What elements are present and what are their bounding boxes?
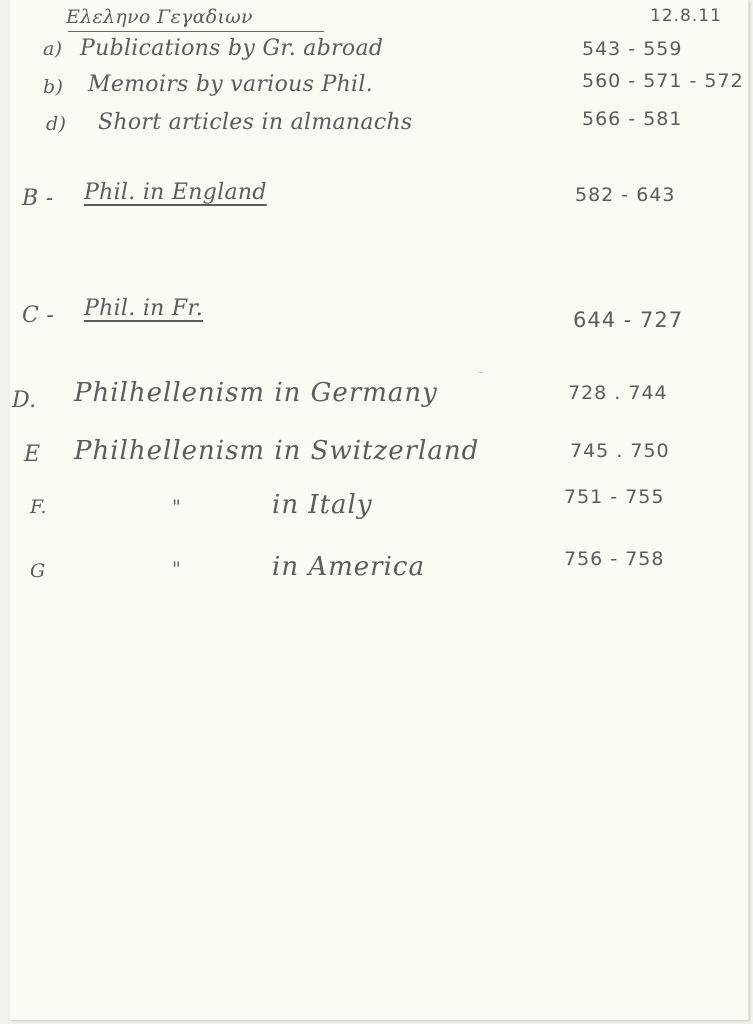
section-g-text: in America [272,552,425,582]
section-f-marker: F. [30,496,47,518]
section-e-pages: 745 . 750 [570,440,670,462]
section-f-text: in Italy [272,490,373,520]
section-f-pages: 751 - 755 [564,486,665,508]
section-d-pages: 728 . 744 [568,382,668,404]
handwritten-page [10,0,749,1020]
entry-b-text: Memoirs by various Phil. [88,72,374,97]
section-d-marker: D. [12,388,37,413]
entry-d-marker: d) [46,113,67,135]
section-f-ditto-mark: " [172,496,182,518]
page-date: 12.8.11 [650,6,722,26]
entry-b-pages: 560 - 571 - 572 [582,70,744,92]
section-b-marker: B - [22,186,54,211]
section-g-marker: G [30,560,46,582]
pencil-tick [478,372,483,373]
section-g-ditto-mark: " [172,558,182,580]
title-underline [68,31,324,32]
entry-d-pages: 566 - 581 [582,108,683,130]
entry-a-pages: 543 - 559 [582,38,683,60]
section-g-pages: 756 - 758 [564,548,665,570]
section-e-marker: E [24,442,41,467]
entry-a-marker: a) [43,38,63,60]
section-d-text: Philhellenism in Germany [74,378,438,408]
section-b-pages: 582 - 643 [575,184,676,206]
entry-a-text: Publications by Gr. abroad [80,36,384,61]
section-c-marker: C - [22,303,55,328]
section-c-text: Phil. in Fr. [84,296,204,321]
section-e-text: Philhellenism in Switzerland [74,436,480,466]
entry-d-text: Short articles in almanachs [98,110,413,135]
page-title: Ελεληνο Γεγαδιων [66,6,253,28]
entry-b-marker: b) [43,76,64,98]
section-b-text: Phil. in England [84,180,267,205]
section-c-pages: 644 - 727 [573,308,684,332]
